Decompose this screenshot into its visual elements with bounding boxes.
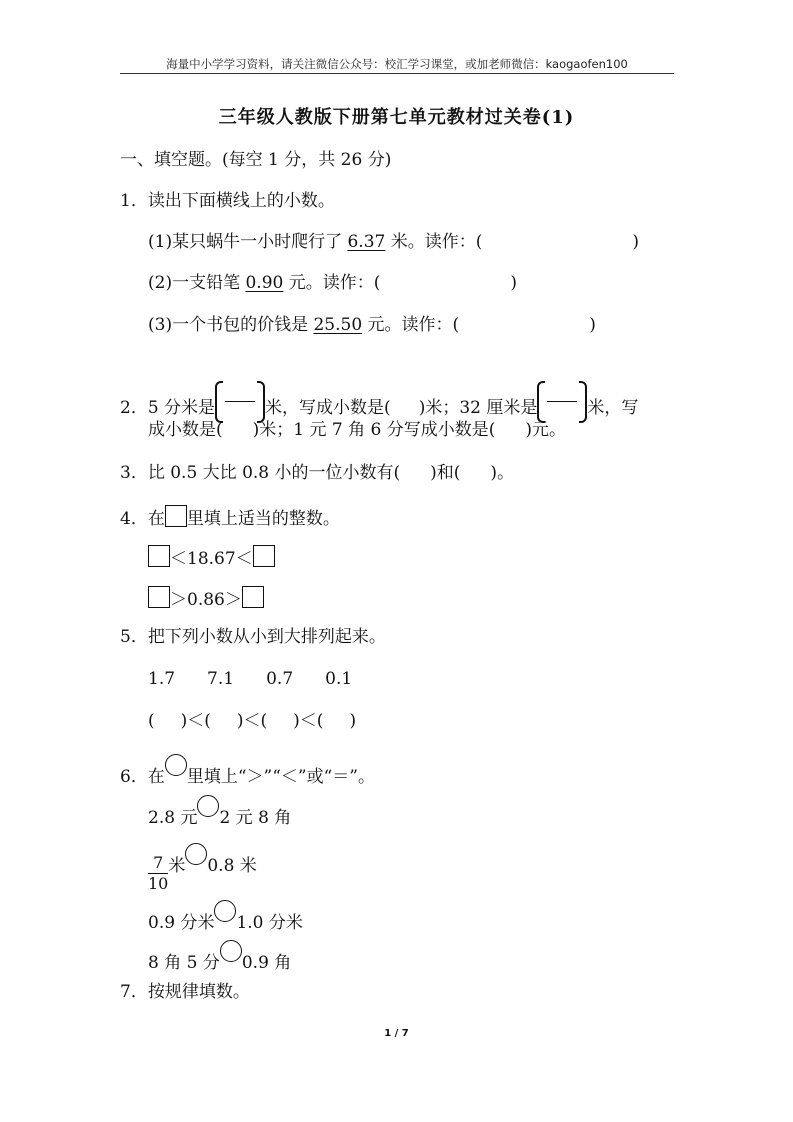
question-5-order: ( )＜( )＜( )＜( ) <box>148 711 357 731</box>
section-heading: 一、填空题。(每空 1 分，共 26 分) <box>120 150 392 170</box>
compare-circle[interactable] <box>197 795 219 817</box>
question-3: 3．比 0.5 大比 0.8 小的一位小数有( )和( )。 <box>120 463 515 483</box>
answer-box[interactable] <box>253 545 275 567</box>
question-4-stem: 4．在 里填上适当的整数。 <box>120 505 340 531</box>
question-7-stem: 7．按规律填数。 <box>120 982 250 1002</box>
question-2-line-1: 2．5 分米是 米，写成小数是( )米；32 厘米是 米，写 <box>120 379 638 427</box>
number-item: 1.7 <box>148 669 176 689</box>
answer-box[interactable] <box>148 586 170 608</box>
number-item: 0.7 <box>266 669 294 689</box>
underlined-number: 0.90 <box>245 273 284 293</box>
question-6-row-3: 0.9 分米 1.0 分米 <box>148 900 303 935</box>
fraction: $\frac{7}{10}$ <box>148 853 169 893</box>
question-4-row-2: ＞0.86＞ <box>148 586 264 612</box>
question-5-numbers <box>148 667 352 691</box>
question-4-row-1: ＜18.67＜ <box>148 545 275 571</box>
question-1-stem: 1．读出下面横线上的小数。 <box>120 191 335 211</box>
page-title: 三年级人教版下册第七单元教材过关卷(1) <box>218 107 575 128</box>
question-1-item-1: (1)某只蜗牛一小时爬行了 6.37 米。读作：( ) <box>148 232 640 252</box>
compare-circle[interactable] <box>214 900 236 922</box>
answer-box[interactable] <box>148 545 170 567</box>
question-1-item-2: (2)一支铅笔 0.90 元。读作：( ) <box>148 273 518 293</box>
question-1-item-3: (3)一个书包的价钱是 25.50 元。读作：( ) <box>148 315 596 335</box>
answer-box[interactable] <box>242 586 264 608</box>
number-item: 7.1 <box>207 669 235 689</box>
underlined-number: 6.37 <box>347 232 386 252</box>
question-6-row-2: $\frac{7}{10}$ 米 0.8 米 <box>148 843 257 894</box>
number-item: 0.1 <box>325 669 353 689</box>
question-5-stem: 5．把下列小数从小到大排列起来。 <box>120 627 386 647</box>
underlined-number: 25.50 <box>313 315 363 335</box>
page-number: 1 / 7 <box>384 1028 409 1039</box>
page-header: 海量中小学学习资料，请关注微信公众号：校汇学习课堂，或加老师微信：kaogaofen100 <box>166 57 628 71</box>
question-2-line-2: 成小数是( )米；1 元 7 角 6 分写成小数是( )元。 <box>148 420 567 440</box>
compare-circle[interactable] <box>185 843 207 865</box>
question-6-stem: 6．在 里填上“＞”“＜”或“＝”。 <box>120 754 375 789</box>
header-rule <box>120 73 674 74</box>
question-6-row-1: 2.8 元 2 元 8 角 <box>148 795 291 830</box>
question-6-row-4: 8 角 5 分 0.9 角 <box>148 940 291 975</box>
answer-box <box>165 505 187 527</box>
compare-circle <box>165 754 187 776</box>
compare-circle[interactable] <box>220 940 242 962</box>
